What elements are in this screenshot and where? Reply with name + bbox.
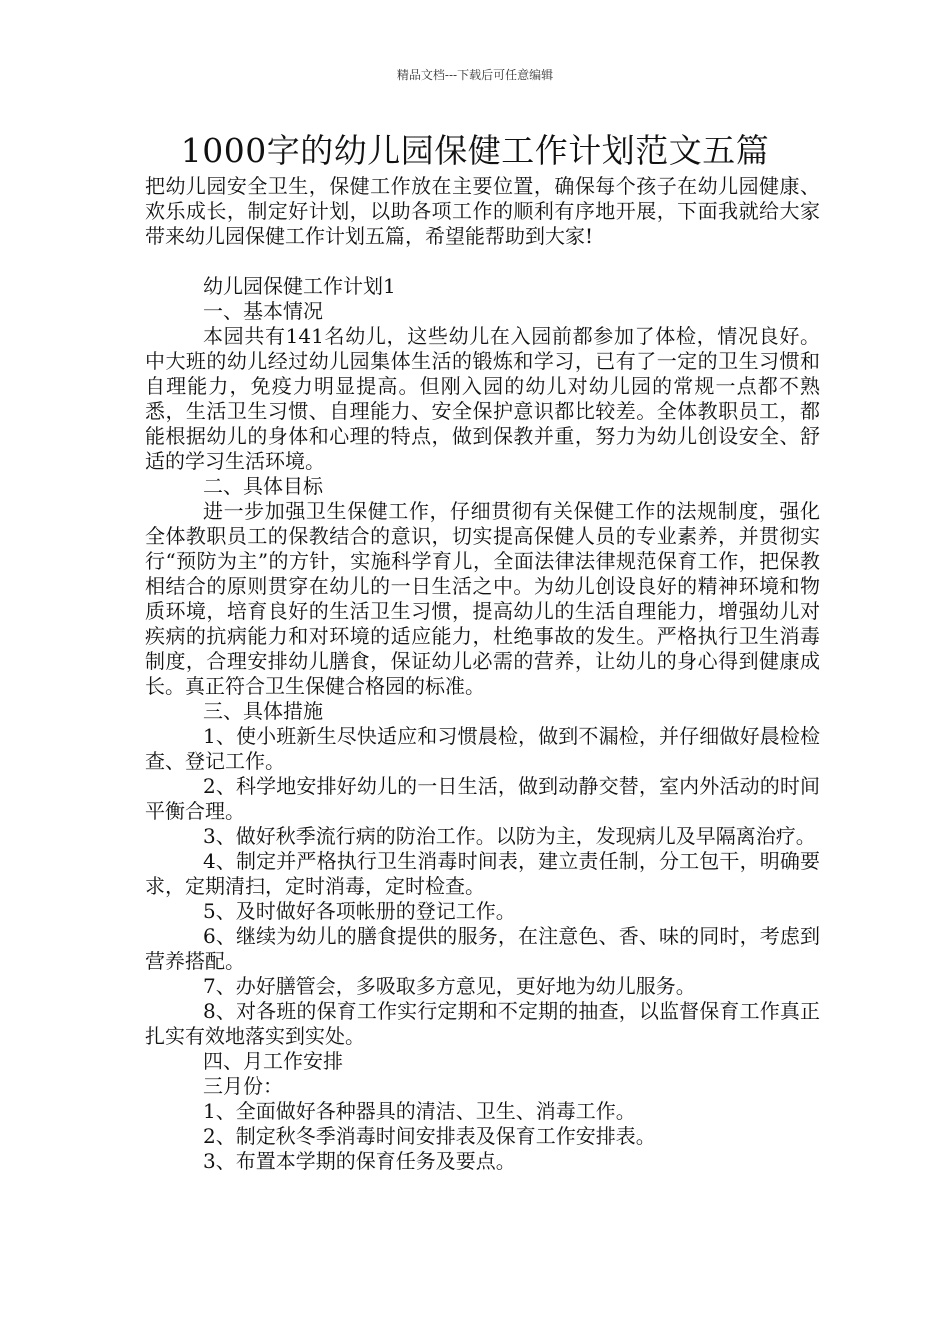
document-title: 1000字的幼儿园保健工作计划范文五篇 <box>180 131 770 170</box>
measure-item: 1、使小班新生尽快适应和习惯晨检，做到不漏检，并仔细做好晨检检查、登记工作。 <box>145 724 820 773</box>
measure-item: 7、办好膳管会，多吸取多方意见，更好地为幼儿服务。 <box>203 974 696 998</box>
month-label: 三月份： <box>203 1074 283 1098</box>
section-title-measures: 三、具体措施 <box>203 699 323 723</box>
measure-item: 5、及时做好各项帐册的登记工作。 <box>203 899 516 923</box>
month-item: 3、布置本学期的保育任务及要点。 <box>203 1149 516 1173</box>
page-header-note: 精品文档---下载后可任意编辑 <box>396 68 554 82</box>
document-body <box>145 174 820 1174</box>
measure-item: 3、做好秋季流行病的防治工作。以防为主，发现病儿及早隔离治疗。 <box>203 824 816 848</box>
paragraph-spacer <box>145 249 820 274</box>
measure-item: 2、科学地安排好幼儿的一日生活，做到动静交替，室内外活动的时间平衡合理。 <box>145 774 820 823</box>
measure-item: 4、制定并严格执行卫生消毒时间表，建立责任制，分工包干，明确要求，定期清扫，定时消毒，定时检查。 <box>145 849 820 898</box>
month-item: 1、全面做好各种器具的清洁、卫生、消毒工作。 <box>203 1099 636 1123</box>
section-title-monthly: 四、月工作安排 <box>203 1049 343 1073</box>
section-text-goals: 进一步加强卫生保健工作，仔细贯彻有关保健工作的法规制度，强化全体教职员工的保教结合的意识，切实提高保健人员的专业素养，并贯彻实行“预防为主”的方针，实施科学育儿，全面法律法律规范保育工作，把保教相结合的原则贯穿在幼儿的一日生活之中。为幼儿创设良好的精神环境和物质环境，培育良好的生活卫生习惯，提高幼儿的生活自理能力，增强幼儿对疾病的抗病能力和对环境的适应能力，杜绝事故的发生。严格执行卫生消毒制度，合理安排幼儿膳食，保证幼儿必需的营养，让幼儿的身心得到健康成长。真正符合卫生保健合格园的标准。 <box>145 499 820 698</box>
measure-item: 8、对各班的保育工作实行定期和不定期的抽查，以监督保育工作真正扎实有效地落实到实处。 <box>145 999 820 1048</box>
intro-paragraph: 把幼儿园安全卫生，保健工作放在主要位置，确保每个孩子在幼儿园健康、欢乐成长，制定好计划，以助各项工作的顺利有序地开展，下面我就给大家带来幼儿园保健工作计划五篇，希望能帮助到大家! <box>145 174 820 248</box>
measure-item: 6、继续为幼儿的膳食提供的服务，在注意色、香、味的同时，考虑到营养搭配。 <box>145 924 820 973</box>
section-text-basic: 本园共有141名幼儿，这些幼儿在入园前都参加了体检，情况良好。中大班的幼儿经过幼儿园集体生活的锻炼和学习，已有了一定的卫生习惯和自理能力，免疫力明显提高。但刚入园的幼儿对幼儿园的常规一点都不熟悉，生活卫生习惯、自理能力、安全保护意识都比较差。全体教职员工，都能根据幼儿的身体和心理的特点，做到保教并重，努力为幼儿创设安全、舒适的学习生活环境。 <box>145 324 820 473</box>
section-title-basic: 一、基本情况 <box>203 299 323 323</box>
month-item: 2、制定秋冬季消毒时间安排表及保育工作安排表。 <box>203 1124 656 1148</box>
plan-heading: 幼儿园保健工作计划1 <box>203 274 396 298</box>
section-title-goals: 二、具体目标 <box>203 474 323 498</box>
